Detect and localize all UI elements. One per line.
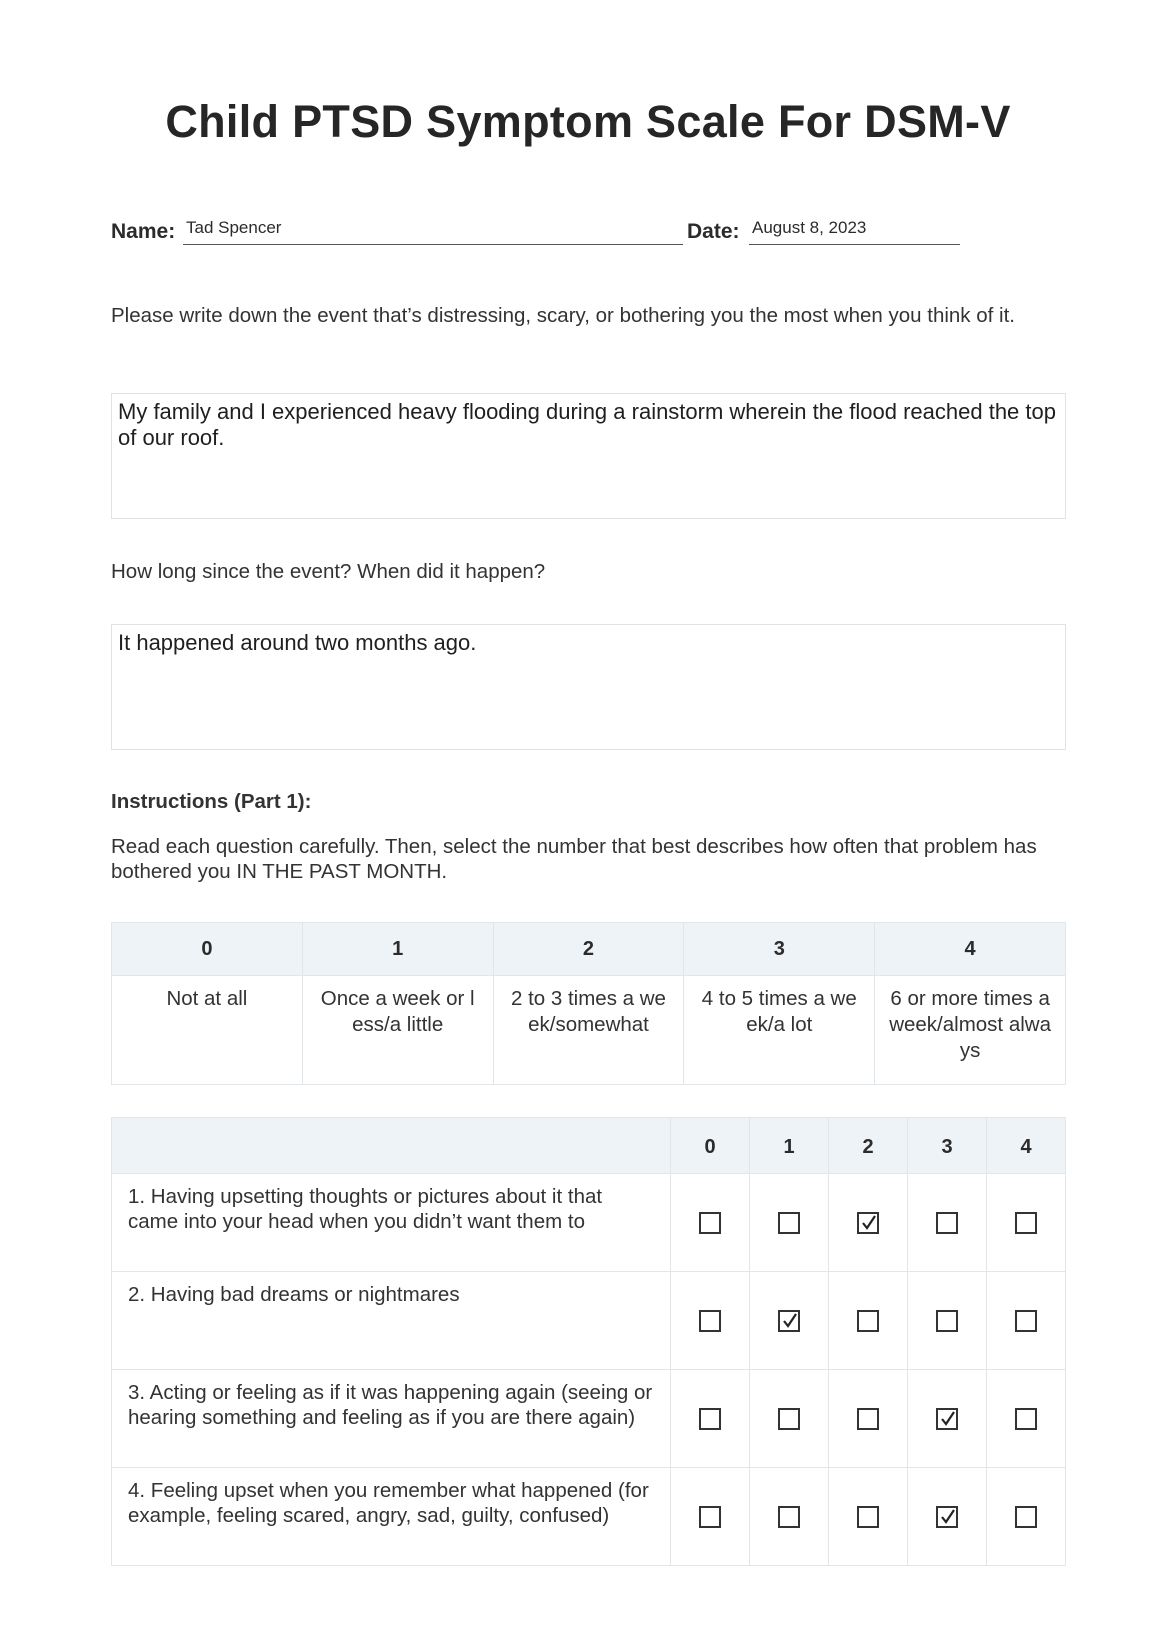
instructions-heading: Instructions (Part 1): [111,790,312,813]
score-cell [750,1174,829,1272]
score-cell [671,1272,750,1370]
scale-header: 0 [671,1118,750,1174]
score-checkbox[interactable] [699,1212,721,1234]
question-row [112,1272,1066,1370]
scale-header: 1 [750,1118,829,1174]
score-checkbox[interactable] [857,1212,879,1234]
score-checkbox[interactable] [857,1506,879,1528]
legend-label: Once a week or less/a little [302,976,493,1085]
date-field[interactable]: August 8, 2023 [749,218,960,245]
score-checkbox[interactable] [699,1408,721,1430]
name-label: Name: [111,220,176,243]
score-cell [829,1468,908,1566]
check-icon [939,1410,957,1428]
legend-score: 2 [493,923,684,976]
score-checkbox[interactable] [936,1310,958,1332]
score-checkbox[interactable] [936,1212,958,1234]
frequency-legend-table [111,922,1066,1085]
check-icon [939,1508,957,1526]
score-cell [829,1370,908,1468]
question-row [112,1468,1066,1566]
score-cell [987,1272,1066,1370]
timing-answer-box[interactable]: It happened around two months ago. [111,624,1066,750]
timing-prompt: How long since the event? When did it happen? [111,560,546,583]
score-checkbox[interactable] [699,1506,721,1528]
name-field[interactable]: Tad Spencer [183,218,683,245]
score-checkbox[interactable] [778,1310,800,1332]
scale-header: 2 [829,1118,908,1174]
check-icon [781,1312,799,1330]
question-text: 1. Having upsetting thoughts or pictures about it that came into your head when you didn’t want them to [112,1174,671,1272]
event-prompt: Please write down the event that’s distressing, scary, or bothering you the most when you think of it. [111,304,1015,327]
question-column-header [112,1118,671,1174]
score-checkbox[interactable] [1015,1408,1037,1430]
check-icon [860,1214,878,1232]
symptom-items-table [111,1117,1066,1566]
score-cell [987,1468,1066,1566]
score-checkbox[interactable] [857,1310,879,1332]
score-checkbox[interactable] [778,1506,800,1528]
legend-label: Not at all [112,976,303,1085]
score-checkbox[interactable] [778,1212,800,1234]
question-row [112,1174,1066,1272]
scale-header: 4 [987,1118,1066,1174]
legend-label: 6 or more times a week/almost always [875,976,1066,1085]
score-checkbox[interactable] [936,1408,958,1430]
score-cell [987,1370,1066,1468]
date-label: Date: [687,220,740,243]
score-cell [671,1468,750,1566]
legend-score: 0 [112,923,303,976]
instructions-text: Read each question carefully. Then, select the number that best describes how often that problem has bothered you IN THE PAST MONTH. [111,835,1037,883]
question-text: 2. Having bad dreams or nightmares [112,1272,671,1370]
legend-label: 4 to 5 times a week/a lot [684,976,875,1085]
score-checkbox[interactable] [1015,1506,1037,1528]
score-checkbox[interactable] [857,1408,879,1430]
score-cell [908,1468,987,1566]
score-cell [671,1174,750,1272]
legend-score: 3 [684,923,875,976]
score-checkbox[interactable] [699,1310,721,1332]
score-cell [908,1272,987,1370]
legend-label: 2 to 3 times a week/somewhat [493,976,684,1085]
score-cell [671,1370,750,1468]
score-checkbox[interactable] [1015,1212,1037,1234]
score-cell [987,1174,1066,1272]
score-checkbox[interactable] [778,1408,800,1430]
score-cell [829,1174,908,1272]
legend-score: 4 [875,923,1066,976]
score-cell [908,1370,987,1468]
legend-score: 1 [302,923,493,976]
question-text: 4. Feeling upset when you remember what happened (for example, feeling scared, angry, sad, guilty, confused) [112,1468,671,1566]
score-checkbox[interactable] [936,1506,958,1528]
question-row [112,1370,1066,1468]
score-cell [750,1370,829,1468]
score-cell [750,1468,829,1566]
score-cell [750,1272,829,1370]
score-cell [908,1174,987,1272]
page-title: Child PTSD Symptom Scale For DSM-V [165,96,1011,147]
event-answer-box[interactable]: My family and I experienced heavy flooding during a rainstorm wherein the flood reached the top of our roof. [111,393,1066,519]
score-checkbox[interactable] [1015,1310,1037,1332]
question-text: 3. Acting or feeling as if it was happening again (seeing or hearing something and feeling as if you are there again) [112,1370,671,1468]
score-cell [829,1272,908,1370]
scale-header: 3 [908,1118,987,1174]
